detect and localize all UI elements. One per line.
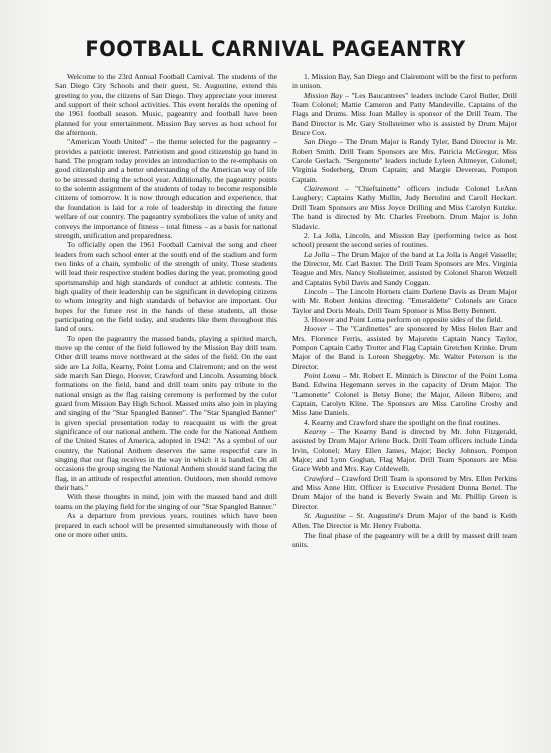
- paragraph-text: – The Drum Major of the band at La Jolla is Angel Vasselle; the Director, Mr. Carl Baxter. The Drill Team Sponsors are Mrs. Virginia Teague and Mrs. Nancy Stollsteimer, assisted by Colonel Sharon Wetzell and Captains Sybil Davis and Sandy Coggan.: [292, 249, 517, 287]
- paragraph-final-phase: [292, 531, 517, 550]
- paragraph-departure: As a departure from previous years, routines which have been prepared in each school will be presented simultaneously with those of one or more other units.: [55, 511, 277, 539]
- school-heading: Hoover: [304, 324, 327, 334]
- school-heading: Mission Bay: [304, 90, 343, 100]
- paragraph-mission-bay: [292, 91, 517, 138]
- paragraph-series-3: [292, 315, 517, 324]
- paragraph-clairemont: [292, 184, 517, 231]
- paragraph-kearny: [292, 427, 517, 474]
- school-heading: Point Loma: [304, 371, 341, 380]
- school-heading: La Jolla: [304, 249, 330, 259]
- paragraph-text: 2. La Jolla, Lincoln, and Mission Bay (performing twice as host school) present the second series of routines.: [292, 230, 517, 250]
- page-title: FOOTBALL CARNIVAL PAGEANTRY: [85, 37, 466, 61]
- paragraph-san-diego: [292, 137, 517, 184]
- paragraph-text: – "Les Baucantrees" leaders include Carol Butler, Drill Team Colonel; Mattie Cameron and Patty Mandeville, Captains of the Flags and Drums. Miss Joan Malley is sponsor of the Drill Team. The Band Director is Mr. Gary Stollsteimer who is assisted by Drum Major Bruce Cox.: [292, 90, 517, 138]
- paragraph-welcome: Welcome to the 23rd Annual Football Carnival. The students of the San Diego City Schools and their guest, St. Augustine, extend this greeting to you, the citizens of San Diego. They appreciate your interest and support of their school activities. This event heralds the opening of the 1961 football season. Music, pageantry and football have been planned for your entertainment. Mission Bay serves as host school for the afternoon.: [55, 72, 277, 138]
- paragraph-series-2: [292, 231, 517, 250]
- paragraph-point-loma: [292, 371, 517, 418]
- paragraph-series-1: [292, 72, 517, 91]
- paragraph-la-jolla: [292, 250, 517, 287]
- paragraph-hoover: [292, 324, 517, 371]
- paragraph-opening: To officially open the 1961 Football Carnival the song and cheer leaders from each school enter at the south end of the stadium and form two links of a chain, symbolic of the strength of unity. These students will lead their respective student bodies during the year, promoting good sportsmanship and high standards of conduct at athletic contests. The high quality of their leadership can be significant in developing citizens to whom integrity and high standards of behavior are important. Our hopes for the future rest in the hands of these students, all those participating on the field today, and students like them throughout this land of ours.: [55, 240, 277, 334]
- right-column: [292, 72, 517, 550]
- school-heading: Lincoln: [304, 286, 328, 296]
- school-heading: St. Augustine: [304, 511, 346, 521]
- paragraph-thoughts: With these thoughts in mind, join with the massed band and drill teams on the playing field for the singing of our "Star Spangled Banner.": [55, 492, 277, 511]
- paragraph-text: – The Kearny Band is directed by Mr. John Fitzgerald, assisted by Drum Major Arlene Buck. Drill Team officers include Linda Irvin, Colonel; Mary Ellen James, Major; Becky Johnson, Pompon Major; and Lynn Goghan, Flag Major. Drill Team Sponsors are Miss Grace Webb and Mrs. Kay Coldewelh.: [292, 427, 517, 474]
- paragraph-text: 3. Hoover and Point Loma perform on opposite sides of the field.: [304, 314, 503, 324]
- paragraph-text: 1. Mission Bay, San Diego and Clairemont will be the first to perform in unison.: [292, 72, 517, 91]
- school-heading: San Diego: [304, 137, 337, 147]
- paragraph-text: – The Drum Major is Randy Tyler, Band Director is Mr. Robert Smith. Drill Team Sponsors are Mrs. Patricia McGregor, Miss Carole Gerlach. "Sergonette" leaders include Lyleen Altmeyer, Colonel; Virginia Soderberg, Drum Captain; and Margie Devereau, Pompon Captain.: [292, 137, 517, 184]
- school-heading: Clairemont: [304, 184, 339, 194]
- paragraph-text: – "Chieftainette" officers include Colonel LeAnn Laughery; Captains Kathy Mullin, Judy Bertolini and Caroll Heckart. Drill Team Sponsors are Miss Joyce Drilling and Miss Carolyn Kutzke. The band is directed by Mr. Charles Freeborn. Drum Major is John Sladavic.: [292, 184, 517, 231]
- paragraph-series-4: [292, 418, 517, 427]
- paragraph-text: The final phase of the pageantry will be a drill by massed drill team units.: [292, 530, 517, 550]
- paragraph-massed-bands: To open the pageantry the massed bands, playing a spirited march, move up the center of the field followed by the Mission Bay drill team. Other drill teams move northward at the sides of the field. On the east side are La Jolla, Kearny, Point Loma and Clairemont; and on the west side march San Diego, Hoover, Crawford and Lincoln. Assuming block formations on the field, band and drill team units pay tribute to the national ensign as the flag raising ceremony is performed by the color guard from Mission Bay High School. Massed units also join in playing and singing of the "Star Spangled Banner". The "Star Spangled Banner" is given special presentation today to reacquaint us with the great significance of our national anthem. The code for the National Anthem of the United States of America, adopted in 1942: "As a symbol of our country, the National Anthem deserves the same respectful care in singing that our flag receives in the way in which it is handled. On all occasions the group singing the National Anthem should stand facing the flag, in an attitude of respectful attention. Outdoors, men should remove their hats.": [55, 333, 277, 493]
- paragraph-text: – Mr. Robert E. Minnich is Director of the Point Loma Band. Edwina Hegemann serves in the capacity of Drum Major. The "Lamonette" Colonel is Betsy Bone; the Major, Aileen Ribero; and Captain, Carolyn Kline. The Sponsors are Miss Caroline Crosby and Miss Jane Daniels.: [292, 371, 518, 418]
- paragraph-text: – The Lincoln Hornets claim Darlene Davis as Drum Major with Mr. Robert Jenkins directing. "Emeraldette" Colonels are Grace Taylor and Doris Meals. Drill Team Sponsor is Miss Betty Bennett.: [292, 286, 517, 315]
- paragraph-st-augustine: [292, 511, 517, 530]
- paragraph-text: – Crawford Drill Team is sponsored by Mrs. Ellen Perkins and Miss Anne Hitt. Officer is Executive President Donna Bertel. The Drum Major of the band is Beverly Swain and Mr. Phillip Green is Director.: [292, 473, 517, 511]
- left-column: [55, 72, 277, 539]
- paragraph-lincoln: [292, 287, 517, 315]
- school-heading: Crawford: [304, 473, 334, 483]
- paragraph-theme: "American Youth United" – the theme selected for the pageantry – provides a patriotic interest. Patriotism and good citizenship go hand in hand. The program today provides an introduction to the re-emphasis on good citizenship and a better understanding of the American way of life to be stressed during the school year. Additionally, the pageantry points to the solemn assignment of the students of today to become responsible citizens of tomorrow. It is now through education and experience, that the foundation is laid for a role of leadership in directing the future welfare of our country. The pageantry symbolizes the value of unity and conveys the importance of fitness – total fitness – as a basis for national strength, unification and preparedness.: [55, 137, 277, 240]
- paragraph-crawford: [292, 474, 517, 511]
- paragraph-text: 4. Kearny and Crawford share the spotlight on the final routines.: [304, 417, 501, 427]
- paragraph-text: – The "Cardinettes" are sponsored by Miss Helen Barr and Mrs. Florence Ferris, assisted by Majorette Captain Nancy Taylor, Pompon Captain Cathy Trotter and Flag Captain Gretchen Krinke. Drum Major of the Band is Loreen Sheggeby. Mr. Walter Peterson is the Director.: [292, 324, 517, 371]
- paragraph-text: – St. Augustine's Drum Major of the band is Keith Allen. The Director is Mr. Henry Frabotta.: [292, 511, 517, 530]
- school-heading: Kearny: [304, 427, 327, 437]
